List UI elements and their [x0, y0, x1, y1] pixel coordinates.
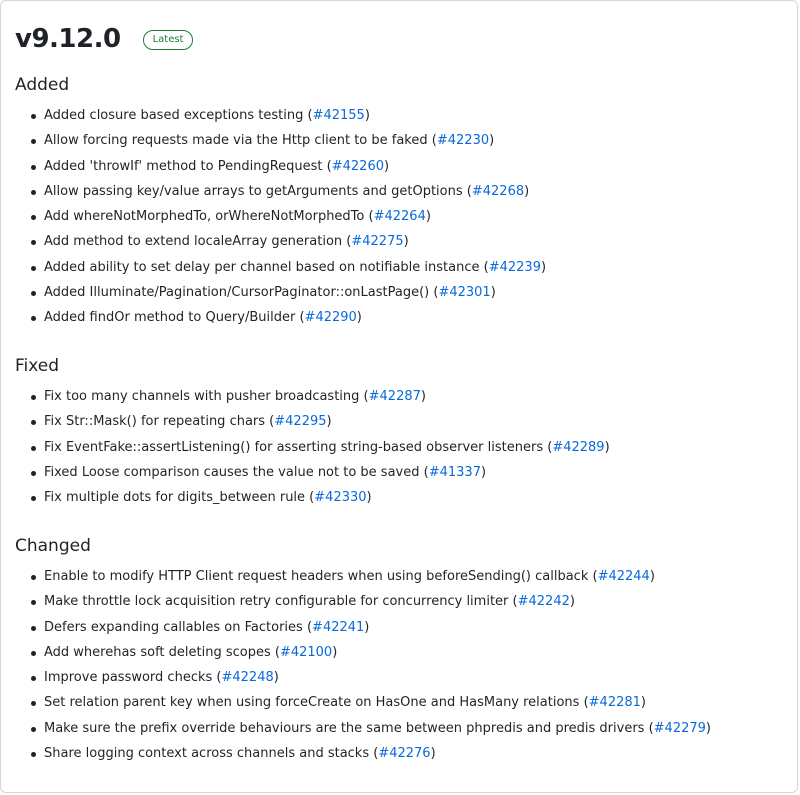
list-item: Set relation parent key when using forceCreate on HasOne and HasMany relations (#42281)	[15, 694, 711, 719]
item-text: Add whereNotMorphedTo, orWhereNotMorphedTo	[44, 209, 365, 225]
item-text: Add method to extend localeArray generation	[44, 234, 343, 250]
pr-link[interactable]: #42244	[597, 569, 650, 584]
item-text: Added closure based exceptions testing	[44, 108, 304, 123]
item-text: Fix multiple dots for digits_between rule	[44, 490, 306, 506]
section-heading-added: Added	[15, 75, 70, 95]
pr-link[interactable]: #42230	[436, 133, 490, 149]
pr-link[interactable]: #42268	[471, 183, 525, 199]
item-text: Enable to modify HTTP Client request headers when using beforeSending() callback	[44, 569, 589, 584]
pr-link[interactable]: #42301	[438, 285, 491, 301]
fixed-list	[15, 388, 610, 514]
pr-link[interactable]: #42287	[368, 389, 421, 404]
item-text: Defers expanding callables on Factories	[44, 619, 303, 635]
item-text: Make throttle lock acquisition retry configurable for concurrency limiter	[44, 594, 509, 610]
item-text: Make sure the prefix override behaviours are the same between phpredis and predis drivers	[44, 720, 645, 736]
pr-link[interactable]: #42155	[312, 108, 365, 123]
section-heading-changed: Changed	[15, 536, 91, 556]
item-text: Added findOr method to Query/Builder	[44, 310, 296, 326]
list-item: Added findOr method to Query/Builder (#42290)	[15, 309, 546, 334]
list-item: Allow forcing requests made via the Http client to be faked (#42230)	[15, 132, 546, 157]
release-header	[15, 19, 193, 59]
pr-link[interactable]: #42242	[517, 594, 570, 610]
item-text: Fix Str::Mask() for repeating chars	[44, 414, 266, 430]
item-text: Fixed Loose comparison causes the value not to be saved	[44, 464, 420, 480]
list-item: Improve password checks (#42248)	[15, 669, 711, 694]
list-item: Make throttle lock acquisition retry configurable for concurrency limiter (#42242)	[15, 593, 711, 618]
changed-list	[15, 568, 711, 770]
list-item: Fix too many channels with pusher broadcasting (#42287)	[15, 388, 610, 413]
pr-link[interactable]: #42100	[279, 644, 333, 660]
list-item: Defers expanding callables on Factories (#42241)	[15, 619, 711, 644]
list-item: Added ability to set delay per channel based on notifiable instance (#42239)	[15, 259, 546, 284]
pr-link[interactable]: #42275	[351, 234, 404, 250]
pr-link[interactable]: #42260	[331, 158, 384, 174]
pr-link[interactable]: #42289	[552, 439, 605, 455]
item-text: Added Illuminate/Pagination/CursorPaginator::onLastPage()	[44, 285, 430, 301]
item-text: Share logging context across channels and stacks	[44, 746, 370, 762]
list-item: Allow passing key/value arrays to getArguments and getOptions (#42268)	[15, 183, 546, 208]
section-changed	[15, 534, 785, 762]
list-item: Added closure based exceptions testing (#42155)	[15, 107, 546, 132]
latest-badge: Latest	[143, 30, 194, 50]
pr-link[interactable]: #42295	[274, 414, 327, 430]
list-item: Fix multiple dots for digits_between rule (#42330)	[15, 489, 610, 514]
item-text: Added 'throwIf' method to PendingRequest	[44, 158, 323, 174]
list-item: Added Illuminate/Pagination/CursorPaginator::onLastPage() (#42301)	[15, 284, 546, 309]
pr-link[interactable]: #41337	[428, 464, 481, 480]
pr-link[interactable]: #42241	[312, 619, 365, 635]
pr-link[interactable]: #42248	[221, 670, 274, 686]
pr-link[interactable]: #42264	[373, 209, 426, 225]
list-item: Added 'throwIf' method to PendingRequest (#42260)	[15, 158, 546, 183]
pr-link[interactable]: #42276	[378, 746, 431, 762]
list-item: Add method to extend localeArray generation (#42275)	[15, 233, 546, 258]
item-text: Added ability to set delay per channel based on notifiable instance	[44, 259, 480, 275]
pr-link[interactable]: #42290	[304, 310, 357, 326]
list-item: Enable to modify HTTP Client request headers when using beforeSending() callback (#42244)	[15, 568, 711, 593]
item-text: Fix EventFake::assertListening() for asserting string-based observer listeners	[44, 439, 544, 455]
section-fixed	[15, 354, 785, 506]
item-text: Improve password checks	[44, 670, 213, 686]
pr-link[interactable]: #42281	[588, 695, 641, 711]
list-item: Fixed Loose comparison causes the value not to be saved (#41337)	[15, 464, 610, 489]
release-title[interactable]: v9.12.0	[15, 24, 121, 54]
item-text: Allow forcing requests made via the Http client to be faked	[44, 133, 428, 149]
pr-link[interactable]: #42239	[488, 259, 541, 275]
item-text: Fix too many channels with pusher broadcasting	[44, 389, 360, 404]
pr-link[interactable]: #42330	[314, 490, 367, 506]
list-item: Make sure the prefix override behaviours are the same between phpredis and predis drivers (#42279)	[15, 720, 711, 745]
section-heading-fixed: Fixed	[15, 356, 60, 376]
item-text: Allow passing key/value arrays to getArguments and getOptions	[44, 183, 463, 199]
list-item: Add whereNotMorphedTo, orWhereNotMorphedTo (#42264)	[15, 208, 546, 233]
list-item: Fix Str::Mask() for repeating chars (#42295)	[15, 413, 610, 438]
added-list	[15, 107, 546, 335]
item-text: Add wherehas soft deleting scopes	[44, 644, 271, 660]
list-item: Add wherehas soft deleting scopes (#42100)	[15, 644, 711, 669]
section-added	[15, 73, 785, 326]
pr-link[interactable]: #42279	[653, 720, 706, 736]
list-item: Share logging context across channels and stacks (#42276)	[15, 745, 711, 770]
list-item: Fix EventFake::assertListening() for asserting string-based observer listeners (#42289)	[15, 439, 610, 464]
item-text: Set relation parent key when using forceCreate on HasOne and HasMany relations	[44, 695, 580, 711]
